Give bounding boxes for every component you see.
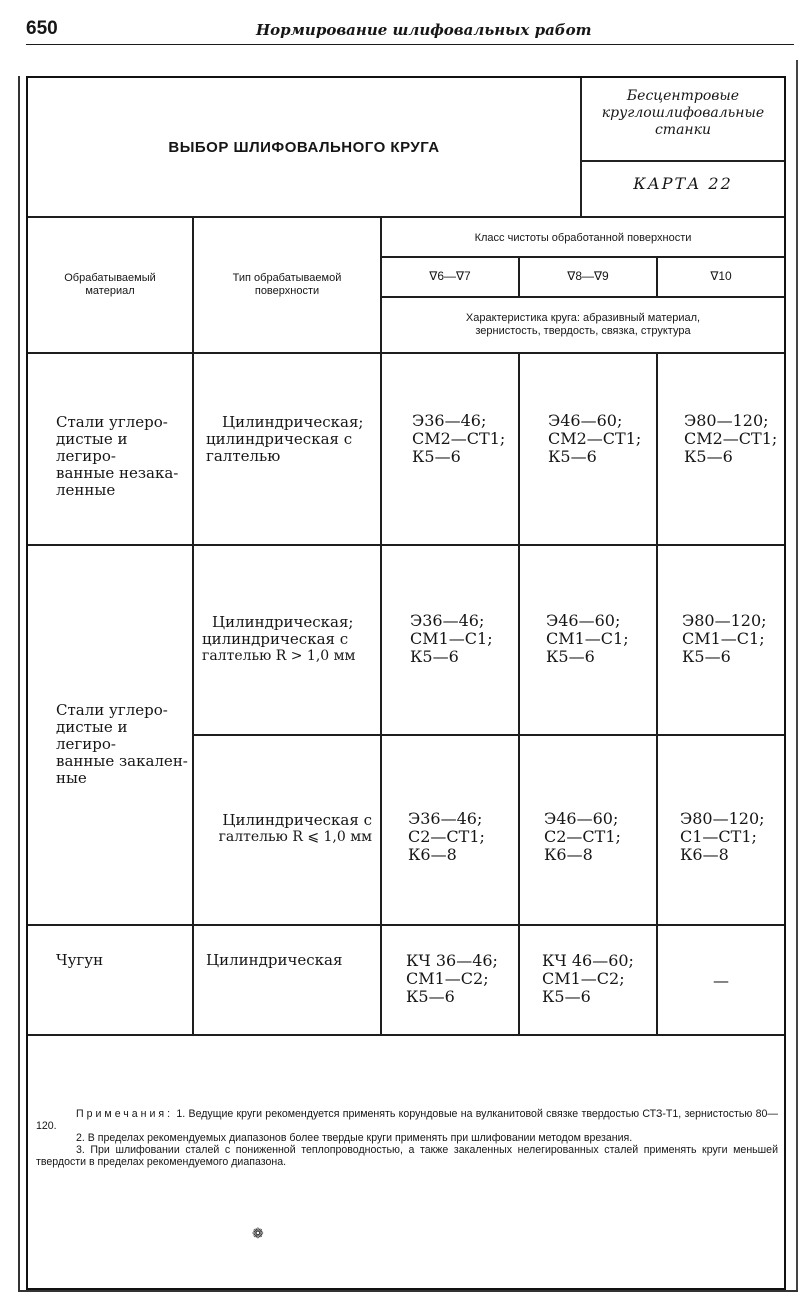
- rule-class-top: [381, 256, 784, 258]
- header-characteristic: [384, 312, 782, 338]
- note-1: [36, 1108, 778, 1132]
- row3-surface: [202, 812, 380, 846]
- row3-cell-class3-line: К6—8: [680, 845, 729, 864]
- frame-right: [796, 60, 798, 1292]
- row2-cell-class2-line: К5—6: [546, 647, 595, 666]
- rule-data-vertical-4: [656, 354, 658, 1034]
- notes-heading: Примечания:: [76, 1108, 174, 1120]
- machine-type-line: станки: [654, 122, 712, 138]
- header-surface: [196, 272, 378, 298]
- row1-surface: [206, 414, 378, 465]
- row4-surface: Цилиндрическая: [206, 951, 343, 969]
- row2-cell-class3-line: Э80—120;: [682, 611, 767, 630]
- row1-cell-class2: [548, 412, 654, 466]
- row1-cell-class2-line: Э46—60;: [548, 411, 623, 430]
- rule-row-2-bottom: [193, 734, 784, 736]
- row1-material-line: дистые и легиро-: [56, 430, 128, 465]
- page-number: 650: [26, 18, 58, 39]
- frame-bottom: [18, 1290, 798, 1292]
- row2-cell-class3-line: К5—6: [682, 647, 731, 666]
- row1-cell-class1: [412, 412, 516, 466]
- row4-cell-class1-line: К5—6: [406, 987, 455, 1006]
- row2-material-line: Стали углеро-: [56, 701, 168, 719]
- row1-surface-line: цилиндрическая с: [206, 430, 353, 448]
- header-surface-line: поверхности: [254, 285, 320, 297]
- row2-cell-class2: [546, 612, 654, 666]
- note-3: [36, 1144, 778, 1168]
- rule-data-vertical-3: [518, 354, 520, 1034]
- row4-cell-class3: —: [713, 971, 729, 990]
- row2-cell-class1-line: К5—6: [410, 647, 459, 666]
- row1-cell-class3-line: Э80—120;: [684, 411, 769, 430]
- machine-type-line: круглошлифовальные: [601, 105, 765, 121]
- rule-vertical-1: [192, 218, 194, 1034]
- row3-cell-class1-line: С2—СТ1;: [408, 827, 485, 846]
- rule-header-bottom: [28, 352, 784, 354]
- row4-cell-class2-line: КЧ 46—60;: [542, 951, 634, 970]
- ink-smudge-icon: ❁: [252, 1226, 264, 1242]
- row2-surface-line: Цилиндрическая;: [212, 613, 354, 631]
- row3-surface-line: Цилиндрическая с: [222, 811, 372, 829]
- row3-cell-class2-line: С2—СТ1;: [544, 827, 621, 846]
- note-2: [36, 1132, 778, 1144]
- header-material-line: Обрабатываемый: [64, 272, 156, 284]
- row1-cell-class1-line: Э36—46;: [412, 411, 487, 430]
- rule-vertical-2: [380, 218, 382, 1034]
- note-2-text: 2. В пределах рекомендуемых диапазонов более твердые круги применять при шлифовании методом врезания.: [76, 1132, 633, 1144]
- row2-cell-class3: [682, 612, 784, 666]
- row2-cell-class1-line: Э36—46;: [410, 611, 485, 630]
- row3-cell-class1-line: К6—8: [408, 845, 457, 864]
- row2-material: [56, 702, 190, 787]
- header-finish-class: Класс чистоты обработанной поверхности: [474, 232, 692, 244]
- header-class-1: ∇6—∇7: [429, 269, 471, 283]
- row4-cell-class2-line: К5—6: [542, 987, 591, 1006]
- row3-cell-class3-line: Э80—120;: [680, 809, 765, 828]
- row2-cell-class3-line: СМ1—С1;: [682, 629, 765, 648]
- row1-cell-class3-line: К5—6: [684, 447, 733, 466]
- rule-vertical-3: [518, 256, 520, 296]
- rule-class-bottom: [381, 296, 784, 298]
- row3-cell-class3: [680, 810, 784, 864]
- row4-cell-class1-line: КЧ 36—46;: [406, 951, 498, 970]
- row1-cell-class3-line: СМ2—СТ1;: [684, 429, 778, 448]
- row1-material-line: ванные незака-: [56, 464, 179, 482]
- row4-cell-class1-line: СМ1—С2;: [406, 969, 489, 988]
- row3-cell-class1-line: Э36—46;: [408, 809, 483, 828]
- header-class-2: ∇8—∇9: [567, 269, 609, 283]
- row1-cell-class3: [684, 412, 784, 466]
- rule-header-top: [28, 216, 784, 218]
- row1-cell-class2-line: К5—6: [548, 447, 597, 466]
- row3-cell-class3-line: С1—СТ1;: [680, 827, 757, 846]
- row1-material-line: Стали углеро-: [56, 413, 168, 431]
- header-surface-line: Тип обрабатываемой: [232, 272, 342, 284]
- row1-cell-class1-line: СМ2—СТ1;: [412, 429, 506, 448]
- row1-cell-class2-line: СМ2—СТ1;: [548, 429, 642, 448]
- header-class-3: ∇10: [710, 269, 732, 283]
- row1-surface-line: Цилиндрическая;: [222, 413, 364, 431]
- machine-type-line: Бесцентровые: [626, 88, 740, 104]
- row4-cell-class1: [406, 952, 516, 1006]
- header-material: [30, 272, 190, 298]
- frame-left: [18, 76, 20, 1292]
- row3-surface-line: галтелью R ⩽ 1,0 мм: [218, 829, 372, 845]
- header-characteristic-line: Характеристика круга: абразивный материал,: [465, 312, 701, 324]
- row2-cell-class1-line: СМ1—С1;: [410, 629, 493, 648]
- row1-surface-line: галтелью: [206, 447, 281, 465]
- row2-material-line: ные: [56, 769, 87, 787]
- running-title: Нормирование шлифовальных работ: [256, 21, 592, 39]
- card-number: КАРТА 22: [633, 174, 733, 193]
- header-material-line: материал: [85, 285, 135, 297]
- row1-cell-class1-line: К5—6: [412, 447, 461, 466]
- card-title: ВЫБОР ШЛИФОВАЛЬНОГО КРУГА: [168, 138, 440, 156]
- row3-cell-class1: [408, 810, 516, 864]
- row1-material: [56, 414, 190, 499]
- row4-cell-class2-line: СМ1—С2;: [542, 969, 625, 988]
- machine-type: [582, 88, 784, 158]
- row2-surface: [202, 614, 380, 665]
- row4-material: Чугун: [56, 951, 104, 969]
- row2-cell-class2-line: СМ1—С1;: [546, 629, 629, 648]
- header-characteristic-line: зернистость, твердость, связка, структура: [475, 325, 691, 337]
- header-divider-horizontal: [580, 160, 784, 162]
- row3-cell-class2-line: Э46—60;: [544, 809, 619, 828]
- row2-cell-class1: [410, 612, 516, 666]
- row2-material-line: дистые и легиро-: [56, 718, 128, 753]
- rule-row-3-bottom: [28, 924, 784, 926]
- row4-cell-class2: [542, 952, 654, 1006]
- row3-cell-class2-line: К6—8: [544, 845, 593, 864]
- rule-row-1-bottom: [28, 544, 784, 546]
- row1-material-line: ленные: [56, 481, 116, 499]
- rule-table-bottom: [28, 1034, 784, 1036]
- notes: [36, 1108, 778, 1168]
- note-1-text: 1. Ведущие круги рекомендуется применять корундовые на вулканитовой связке твердостью СТЗ-Т1, зернистостью 80—120.: [36, 1108, 778, 1132]
- row2-surface-line: цилиндрическая с: [202, 630, 349, 648]
- row2-material-line: ванные закален-: [56, 752, 188, 770]
- page-header: [26, 18, 794, 45]
- row2-cell-class2-line: Э46—60;: [546, 611, 621, 630]
- row3-cell-class2: [544, 810, 654, 864]
- row2-surface-line: галтелью R > 1,0 мм: [202, 648, 356, 664]
- rule-vertical-4: [656, 256, 658, 296]
- note-3-text: 3. При шлифовании сталей с пониженной теплопроводностью, а также закаленных нелегированных сталей применять круги меньшей твердости в пределах рекомендуемого диапазона.: [36, 1144, 778, 1168]
